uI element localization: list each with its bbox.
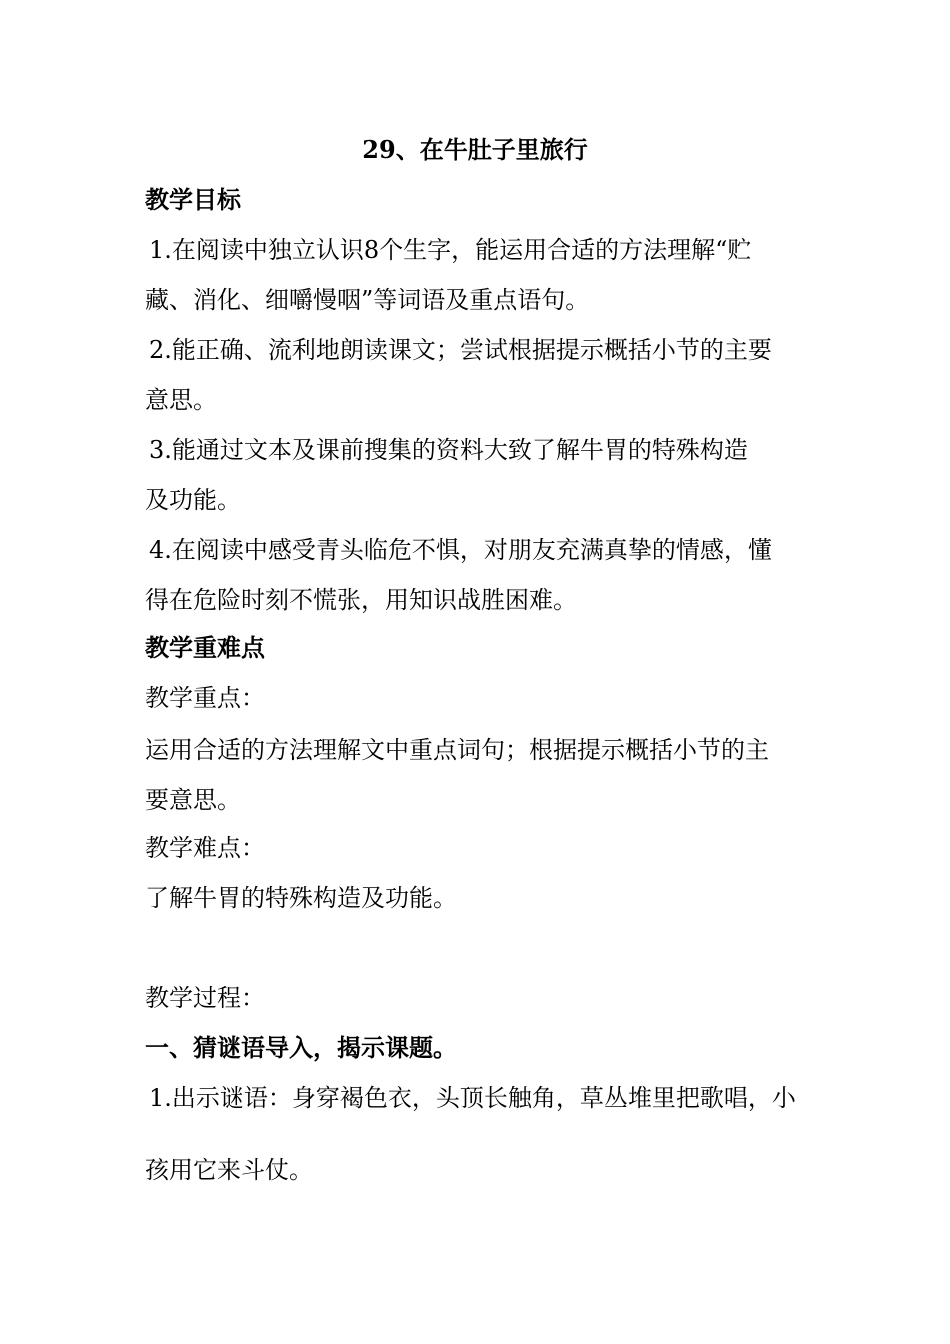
objective-2-line-1: 2.能正确、流利地朗读课文；尝试根据提示概括小节的主要	[149, 336, 772, 364]
objective-2-line-2: 意思。	[145, 386, 217, 414]
objective-3-line-2: 及功能。	[145, 486, 241, 514]
objective-1-line-2: 藏、消化、细嚼慢咽”等词语及重点语句。	[145, 286, 590, 314]
process-item-1-line-2: 孩用它来斗仗。	[145, 1156, 313, 1184]
process-item-1-line-1: 1.出示谜语：身穿褐色衣，头顶长触角，草丛堆里把歌唱，小	[149, 1084, 796, 1112]
difficulty-label: 教学难点：	[145, 834, 265, 862]
document-title: 29、在牛肚子里旅行	[362, 135, 588, 164]
key-points-heading: 教学重难点	[145, 633, 265, 662]
objective-4-line-2: 得在危险时刻不慌张，用知识战胜困难。	[145, 586, 577, 614]
focus-line-2: 要意思。	[145, 786, 241, 814]
focus-line-1: 运用合适的方法理解文中重点词句；根据提示概括小节的主	[145, 736, 769, 764]
process-label: 教学过程：	[145, 984, 265, 1012]
difficulty-text: 了解牛胃的特殊构造及功能。	[145, 884, 457, 912]
section-1-heading: 一、猜谜语导入，揭示课题。	[145, 1033, 457, 1062]
objectives-heading: 教学目标	[145, 185, 241, 214]
objective-4-line-1: 4.在阅读中感受青头临危不惧，对朋友充满真挚的情感，懂	[149, 536, 772, 564]
objective-3-line-1: 3.能通过文本及课前搜集的资料大致了解牛胃的特殊构造	[149, 436, 748, 464]
focus-label: 教学重点：	[145, 684, 265, 712]
objective-1-line-1: 1.在阅读中独立认识8个生字，能运用合适的方法理解“贮	[149, 236, 752, 264]
